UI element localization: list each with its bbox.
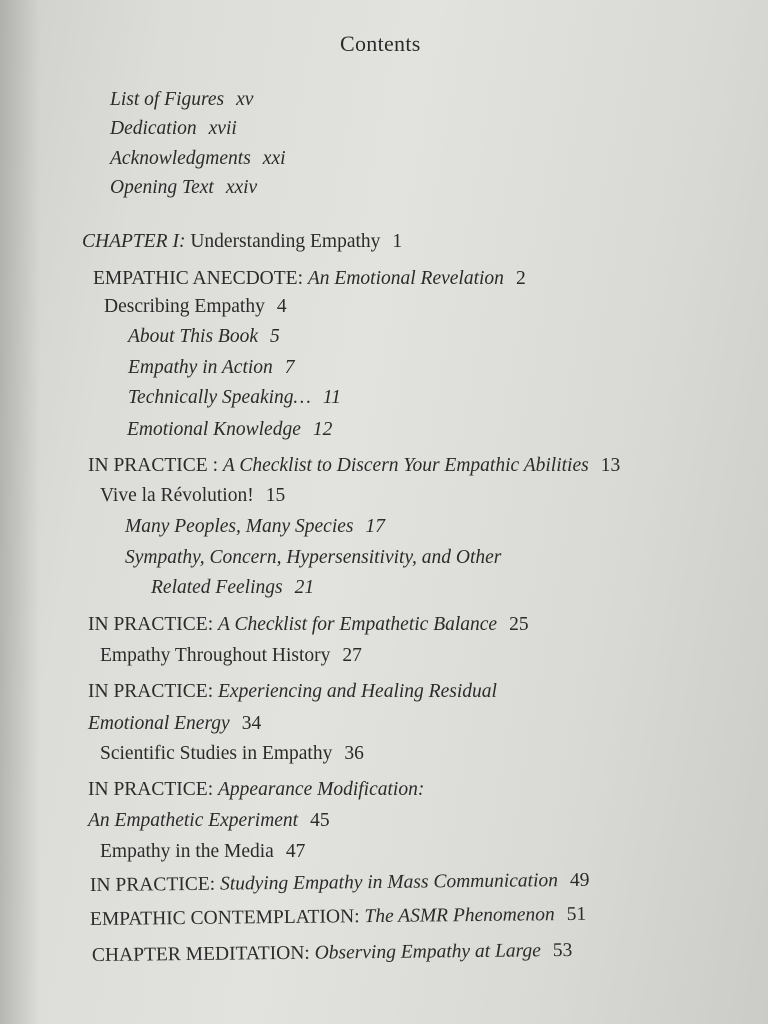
toc-subsection-entry-continued	[151, 578, 314, 598]
entry-title: Empathy in the Media	[100, 841, 274, 862]
toc-practice-entry	[90, 871, 590, 896]
entry-title: Related Feelings	[151, 577, 283, 598]
entry-page: 36	[344, 743, 364, 764]
entry-page: 51	[566, 903, 587, 926]
entry-prefix: EMPATHIC ANECDOTE:	[93, 268, 304, 289]
entry-title: Studying Empathy in Mass Communication	[219, 870, 559, 895]
entry-title: Emotional Energy	[88, 713, 230, 734]
entry-title: Scientific Studies in Empathy	[100, 743, 333, 764]
entry-title: Many Peoples, Many Species	[125, 516, 354, 537]
entry-title: Opening Text	[110, 177, 214, 198]
entry-page: 13	[600, 455, 621, 476]
entry-page: 2	[515, 268, 526, 289]
toc-practice-entry-continued	[88, 811, 330, 831]
entry-page: 27	[342, 645, 362, 666]
toc-subsection-entry	[125, 548, 501, 568]
entry-page: xxiv	[225, 177, 258, 198]
entry-title: A Checklist for Empathetic Balance	[218, 614, 498, 635]
entry-prefix: EMPATHIC CONTEMPLATION:	[89, 906, 360, 930]
entry-page: 49	[569, 869, 590, 891]
entry-prefix: IN PRACTICE:	[88, 614, 214, 635]
toc-subsection-entry	[128, 327, 280, 347]
entry-title: Dedication	[110, 118, 197, 139]
toc-front-entry	[110, 119, 237, 139]
entry-page: 47	[285, 841, 306, 862]
toc-section-entry	[100, 744, 364, 764]
entry-title: List of Figures	[110, 89, 225, 110]
entry-title: An Empathetic Experiment	[88, 810, 299, 831]
toc-section-entry	[100, 842, 305, 862]
toc-section-entry	[100, 486, 285, 506]
entry-title: About This Book	[128, 326, 258, 347]
entry-page: 53	[552, 939, 573, 962]
entry-page: 11	[322, 387, 341, 408]
entry-title: Empathy Throughout History	[100, 645, 331, 666]
entry-title: An Emotional Revelation	[307, 268, 504, 289]
entry-title: Observing Empathy at Large	[314, 940, 541, 964]
entry-page: 45	[310, 810, 330, 831]
toc-subsection-entry	[127, 420, 332, 440]
entry-title: A Checklist to Discern Your Empathic Abilities	[222, 455, 589, 476]
toc-chapter-entry	[82, 232, 402, 252]
toc-entry	[93, 269, 526, 289]
entry-page: 1	[392, 231, 403, 252]
toc-subsection-entry	[125, 517, 385, 537]
toc-entry	[90, 905, 586, 930]
entry-page: 21	[294, 577, 315, 598]
entry-title: Acknowledgments	[110, 148, 251, 169]
entry-title: Technically Speaking…	[128, 387, 311, 408]
entry-page: xxi	[262, 148, 286, 169]
toc-practice-entry	[88, 615, 529, 635]
toc-subsection-entry	[128, 388, 341, 408]
entry-title: Vive la Révolution!	[100, 485, 254, 506]
entry-page: 17	[365, 516, 385, 537]
entry-title: The ASMR Phenomenon	[364, 904, 555, 928]
toc-front-entry	[110, 178, 257, 198]
entry-page: 4	[276, 296, 287, 317]
entry-title: Describing Empathy	[104, 296, 265, 317]
entry-prefix: CHAPTER I:	[82, 231, 186, 252]
toc-practice-entry	[88, 780, 424, 800]
entry-prefix: CHAPTER MEDITATION:	[91, 942, 310, 966]
entry-page: 25	[509, 614, 529, 635]
contents-heading: Contents	[340, 31, 421, 56]
entry-prefix: IN PRACTICE:	[88, 681, 214, 702]
entry-page: 12	[312, 419, 333, 440]
entry-page: 34	[241, 713, 262, 734]
entry-title: Experiencing and Healing Residual	[218, 681, 497, 702]
entry-page: 5	[270, 326, 280, 347]
toc-practice-entry-continued	[88, 714, 261, 734]
toc-entry	[92, 941, 573, 966]
entry-page: xvii	[208, 118, 237, 139]
toc-section-entry	[100, 646, 362, 666]
entry-title: Understanding Empathy	[190, 231, 381, 252]
entry-title: Emotional Knowledge	[127, 419, 301, 440]
page-gutter-shadow	[0, 0, 40, 1024]
entry-page: 7	[284, 357, 295, 378]
entry-prefix: IN PRACTICE :	[88, 455, 219, 476]
entry-prefix: IN PRACTICE:	[89, 873, 216, 896]
entry-prefix: IN PRACTICE:	[88, 779, 214, 800]
toc-practice-entry	[88, 682, 497, 702]
entry-page: 15	[265, 485, 286, 506]
toc-subsection-entry	[128, 358, 295, 378]
entry-title: Sympathy, Concern, Hypersensitivity, and Other	[125, 547, 502, 568]
entry-title: Appearance Modification:	[218, 779, 425, 800]
toc-practice-entry	[88, 456, 620, 476]
entry-title: Empathy in Action	[128, 357, 273, 378]
entry-page: xv	[236, 89, 254, 110]
toc-front-entry	[110, 90, 253, 110]
toc-section-entry	[104, 297, 287, 317]
toc-front-entry	[110, 149, 286, 169]
